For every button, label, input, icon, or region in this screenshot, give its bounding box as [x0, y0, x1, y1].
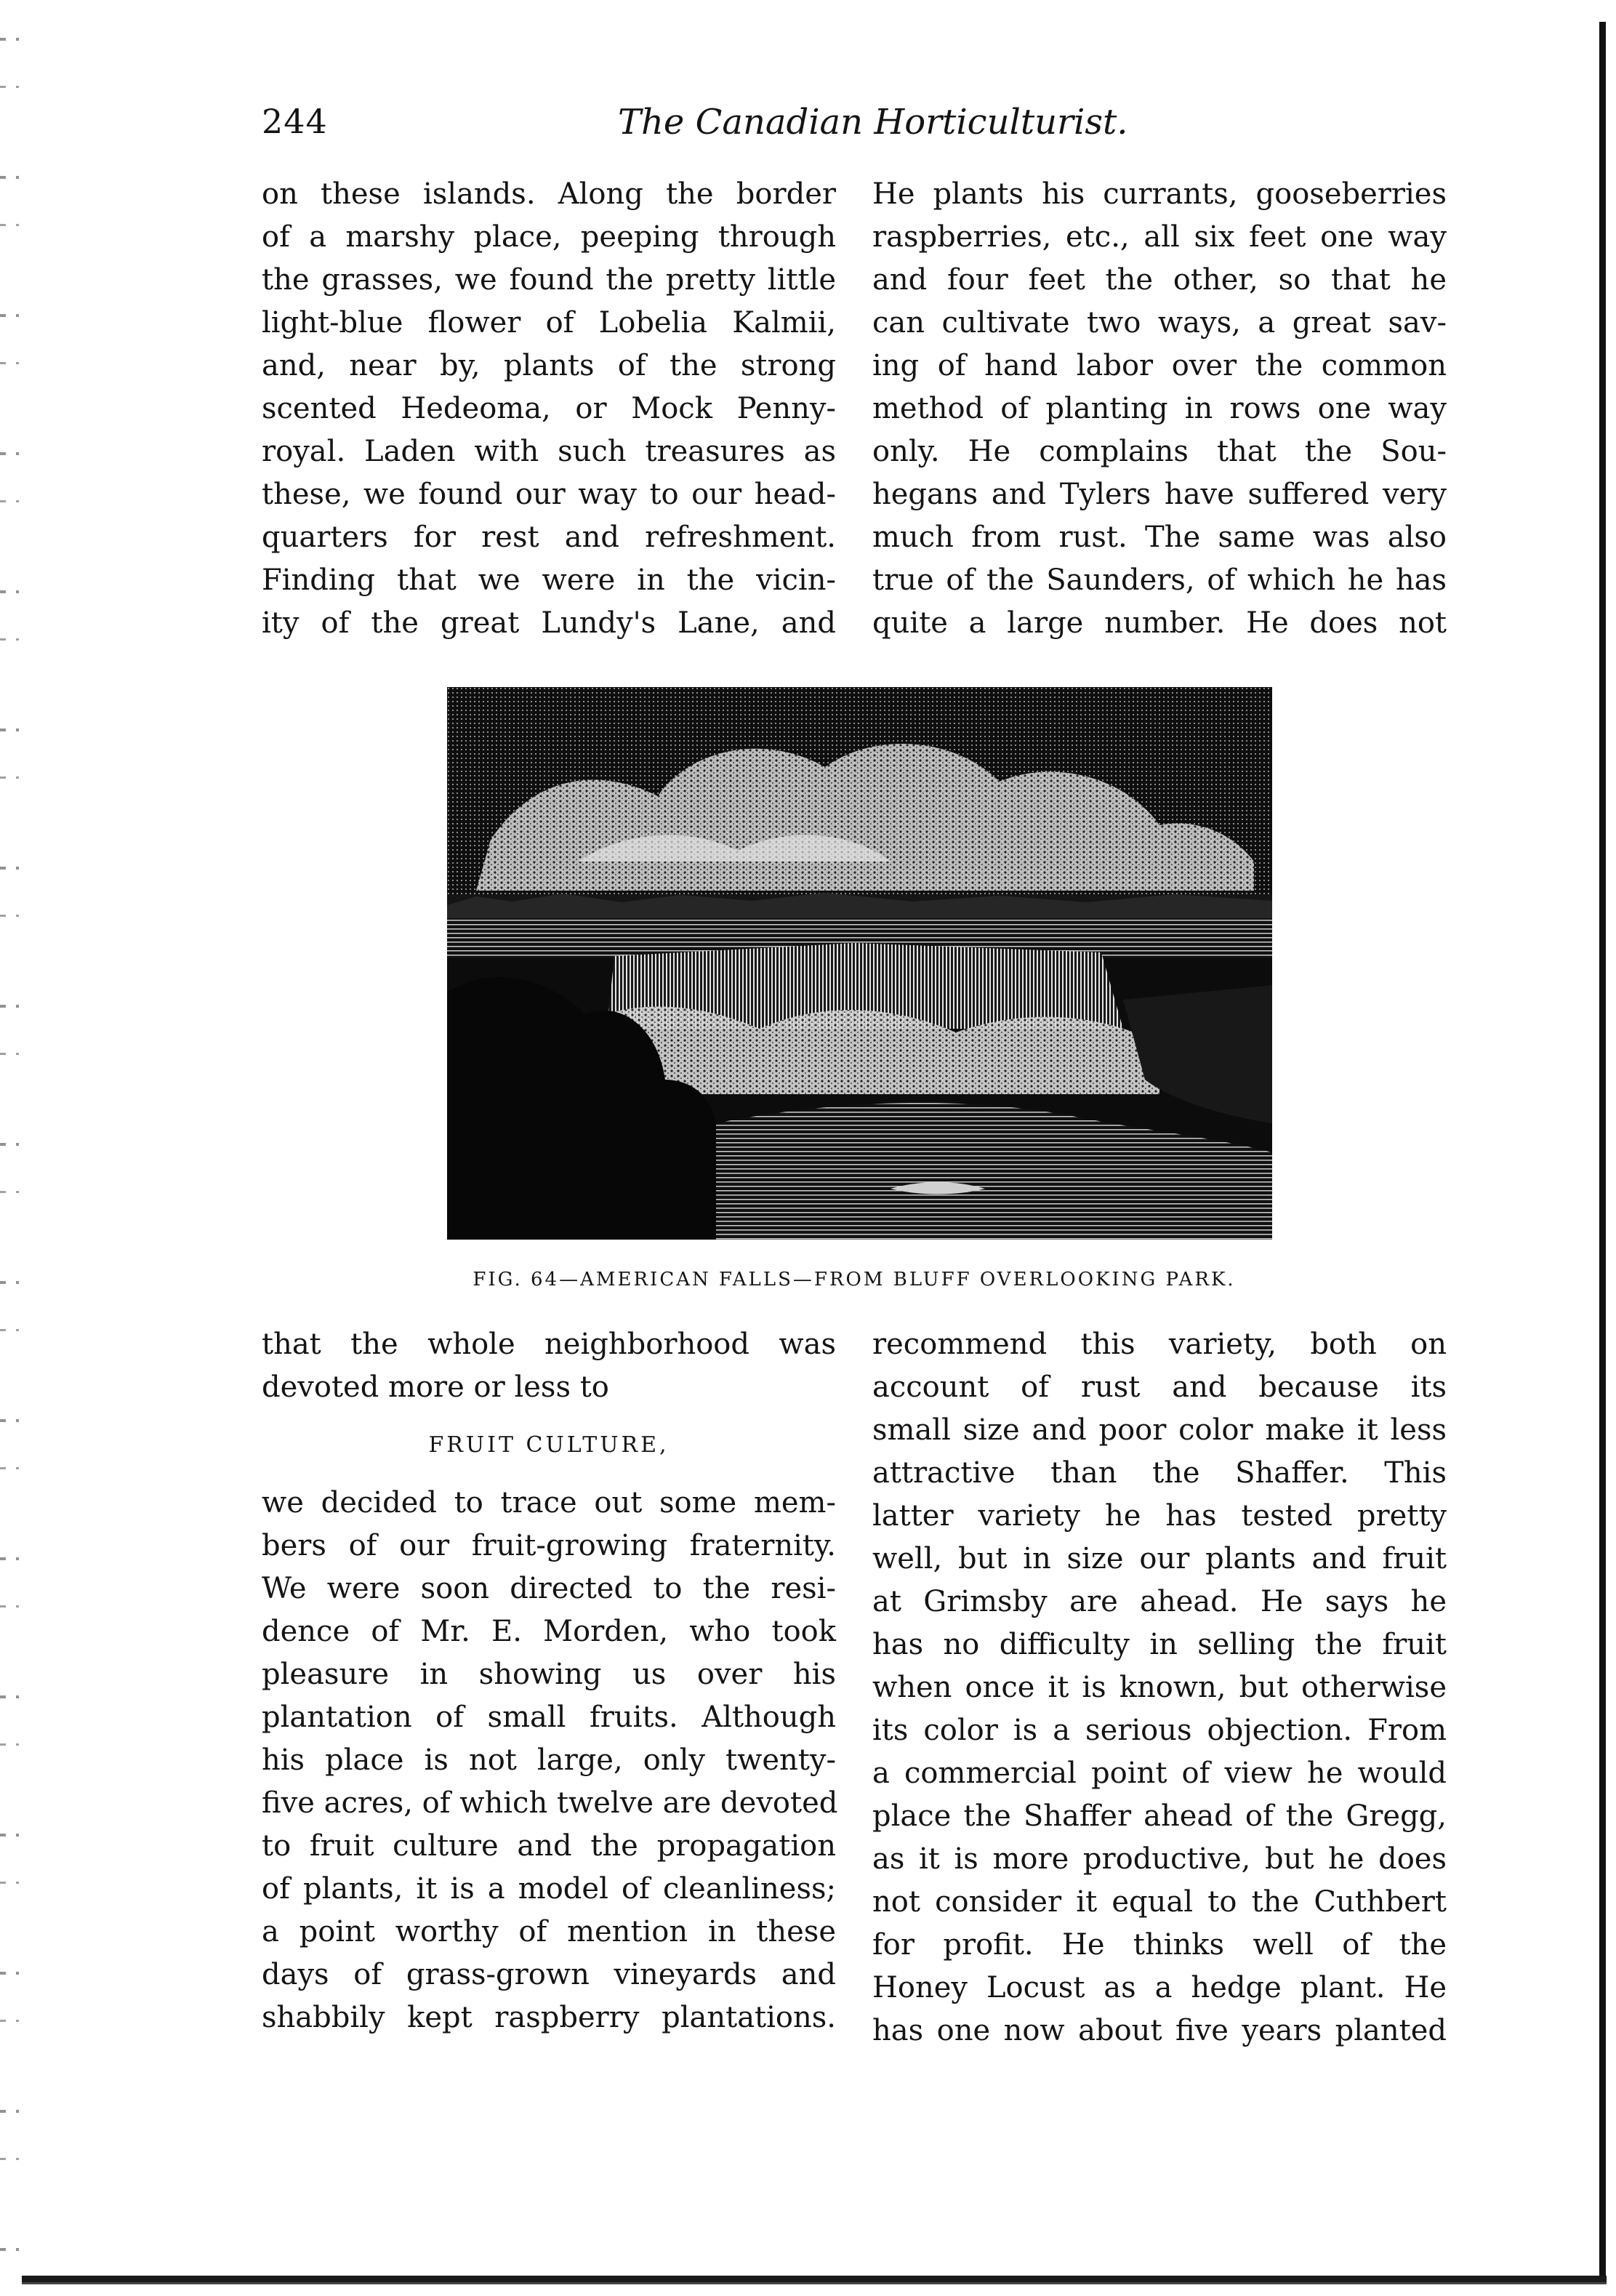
text-line: ing of hand labor over the common: [872, 349, 1447, 382]
figure-caption: FIG. 64—AMERICAN FALLS—FROM BLUFF OVERLOOKING PARK.: [473, 1269, 1236, 1291]
running-head: [262, 102, 1134, 153]
top-left-column: [262, 173, 836, 645]
text-line: and, near by, plants of the strong: [262, 349, 836, 382]
bottom-right-column: [872, 1323, 1447, 2052]
scan-edge-left: [0, 0, 36, 2296]
journal-title: The Canadian Horticulturist.: [618, 102, 1128, 143]
right-cliff: [1123, 985, 1272, 1123]
text-line: quarters for rest and refreshment.: [262, 521, 836, 554]
text-line: pleasure in showing us over his: [262, 1658, 836, 1691]
text-line: method of planting in rows one way: [872, 392, 1447, 425]
text-line: not consider it equal to the Cuthbert: [872, 1885, 1447, 1919]
text-line: ity of the great Lundy's Lane, and: [262, 606, 836, 640]
engraving-illustration: [447, 687, 1272, 1240]
text-line: of plants, it is a model of cleanliness;: [262, 1872, 836, 1906]
text-line: dence of Mr. E. Morden, who took: [262, 1615, 836, 1648]
bottom-left-column: [262, 1323, 836, 2039]
text-line: Honey Locust as a hedge plant. He: [872, 1971, 1447, 2004]
text-line: of a marshy place, peeping through: [262, 220, 836, 254]
text-line: hegans and Tylers have suffered very: [872, 478, 1447, 511]
text-line: scented Hedeoma, or Mock Penny-: [262, 392, 836, 425]
text-line: these, we found our way to our head-: [262, 478, 836, 511]
scan-edge-right: [1599, 22, 1606, 2279]
text-line: a commercial point of view he would: [872, 1757, 1447, 1790]
text-line: for profit. He thinks well of the: [872, 1928, 1447, 1962]
text-line: as it is more productive, but he does: [872, 1842, 1447, 1876]
text-line: plantation of small fruits. Although: [262, 1701, 836, 1734]
text-line: royal. Laden with such treasures as: [262, 435, 836, 468]
text-line: devoted more or less to: [262, 1370, 609, 1404]
treeline: [447, 893, 1272, 920]
text-line: recommend this variety, both on: [872, 1328, 1447, 1361]
text-line: He plants his currants, gooseberries: [872, 177, 1447, 211]
scan-edge-bottom: [22, 2276, 1607, 2287]
text-line: latter variety he has tested pretty: [872, 1499, 1447, 1533]
text-line: that the whole neighborhood was: [262, 1328, 836, 1361]
text-line: We were soon directed to the resi-: [262, 1572, 836, 1605]
text-line: when once it is known, but otherwise: [872, 1671, 1447, 1704]
text-line: a point worthy of mention in these: [262, 1915, 836, 1948]
text-line: days of grass-grown vineyards and: [262, 1958, 836, 1991]
text-line: small size and poor color make it less: [872, 1413, 1447, 1447]
text-line: much from rust. The same was also: [872, 521, 1447, 554]
text-line: his place is not large, only twenty-: [262, 1743, 836, 1777]
text-line: bers of our fruit-growing fraternity.: [262, 1529, 836, 1562]
text-line: at Grimsby are ahead. He says he: [872, 1585, 1447, 1618]
gorge-river: [716, 1103, 1272, 1240]
text-line: place the Shaffer ahead of the Gregg,: [872, 1799, 1447, 1833]
text-line: Finding that we were in the vicin-: [262, 563, 836, 597]
text-line: can cultivate two ways, a great sav-: [872, 306, 1447, 340]
text-line: we decided to trace out some mem-: [262, 1486, 836, 1520]
text-line: quite a large number. He does not: [872, 606, 1447, 640]
text-line: shabbily kept raspberry plantations.: [262, 2001, 836, 2034]
text-line: its color is a serious objection. From: [872, 1714, 1447, 1747]
text-line: only. He complains that the Sou-: [872, 435, 1447, 468]
text-line: five acres, of which twelve are devoted: [262, 1786, 838, 1820]
text-line: account of rust and because its: [872, 1370, 1447, 1404]
text-line: and four feet the other, so that he: [872, 263, 1447, 297]
text-line: has one now about five years planted: [872, 2014, 1447, 2047]
text-line: attractive than the Shaffer. This: [872, 1456, 1447, 1490]
text-line: light-blue flower of Lobelia Kalmii,: [262, 306, 836, 340]
section-heading: FRUIT CULTURE,: [428, 1432, 670, 1458]
text-line: on these islands. Along the border: [262, 177, 836, 211]
engraving-american-falls: [447, 687, 1272, 1240]
text-line: to fruit culture and the propagation: [262, 1829, 836, 1863]
text-line: true of the Saunders, of which he has: [872, 563, 1447, 597]
text-line: the grasses, we found the pretty little: [262, 263, 836, 297]
text-line: raspberries, etc., all six feet one way: [872, 220, 1447, 254]
page-number: 244: [262, 102, 328, 141]
text-line: well, but in size our plants and fruit: [872, 1542, 1447, 1576]
top-right-column: [872, 173, 1447, 645]
text-line: has no difficulty in selling the fruit: [872, 1628, 1447, 1661]
